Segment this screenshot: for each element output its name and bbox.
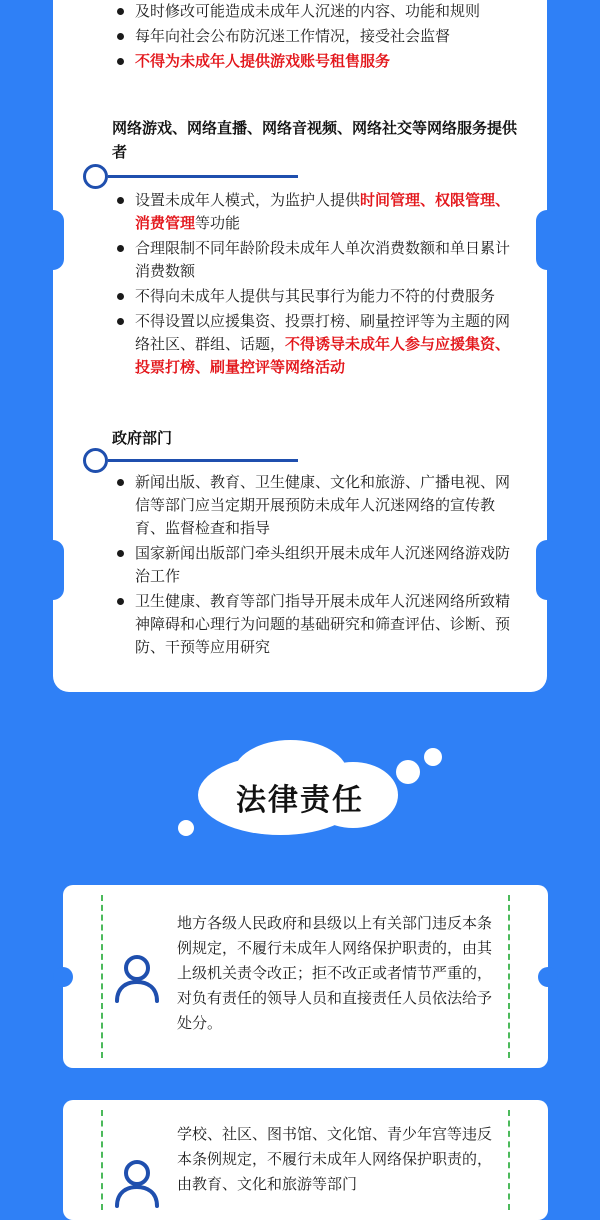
red-text: 不得为未成年人提供游戏账号租售服务 <box>135 52 391 70</box>
item-text: 等功能 <box>195 214 241 232</box>
gov-list <box>115 471 515 659</box>
circle-line-marker-icon <box>83 448 108 473</box>
legal-title: 法律责任 <box>236 783 364 818</box>
list-item: 不得向未成年人提供与其民事行为能力不符的付费服务 <box>115 285 515 308</box>
card-notch-right-2 <box>536 540 558 600</box>
responsibility-card <box>63 885 548 1068</box>
section-marker <box>83 448 303 472</box>
red-text: 时间管理、权限管理、消费管理 <box>135 191 511 232</box>
list-item: 及时修改可能造成未成年人沉迷的内容、功能和规则 <box>115 0 515 23</box>
circle-line-marker-icon <box>83 164 108 189</box>
section-title-gov: 政府部门 <box>112 429 173 447</box>
person-icon <box>113 953 161 1005</box>
list-item: 新闻出版、教育、卫生健康、文化和旅游、广播电视、网信等部门应当定期开展预防未成年人沉迷网络的宣传教育、监督检查和指导 <box>115 471 515 540</box>
list-item: 卫生健康、教育等部门指导开展未成年人沉迷网络所致精神障碍和心理行为问题的基础研究和筛查评估、诊断、预防、干预等应用研究 <box>115 590 515 659</box>
responsibility-text: 地方各级人民政府和县级以上有关部门违反本条例规定，不履行未成年人网络保护职责的，由其上级机关责令改正；拒不改正或者情节严重的，对负有责任的领导人员和直接责任人员依法给予处分。 <box>177 914 493 1032</box>
list-item <box>115 189 515 235</box>
providers-list <box>115 189 515 379</box>
card-notch <box>53 967 73 987</box>
person-icon <box>113 1158 161 1210</box>
dashed-line <box>508 1110 510 1210</box>
marker-bar <box>108 459 298 462</box>
card-notch <box>538 967 558 987</box>
dashed-line <box>508 895 510 1058</box>
list-item <box>115 50 515 73</box>
section-marker <box>83 164 303 188</box>
card-notch-left <box>42 210 64 270</box>
red-text: 不得诱导未成年人参与应援集资、投票打榜、刷量控评等网络活动 <box>135 335 511 376</box>
dashed-line <box>101 1110 103 1210</box>
card-notch-right <box>536 210 558 270</box>
list-item <box>115 310 515 379</box>
list-item: 国家新闻出版部门牵头组织开展未成年人沉迷网络游戏防治工作 <box>115 542 515 588</box>
section-title-providers: 网络游戏、网络直播、网络音视频、网络社交等网络服务提供者 <box>112 119 518 161</box>
item-text: 不得设置以应援集资、投票打榜、刷量控评等为主题的网络社区、群组、话题， <box>135 312 511 353</box>
card-notch-left-2 <box>42 540 64 600</box>
top-list <box>115 0 515 73</box>
list-item: 每年向社会公布防沉迷工作情况，接受社会监督 <box>115 25 515 48</box>
dashed-line <box>101 895 103 1058</box>
marker-bar <box>108 175 298 178</box>
cloud-bubble <box>424 748 442 766</box>
cloud-bubble <box>178 820 194 836</box>
responsibility-text: 学校、社区、图书馆、文化馆、青少年宫等违反本条例规定，不履行未成年人网络保护职责的，由教育、文化和旅游等部门 <box>177 1125 493 1193</box>
item-text: 设置未成年人模式，为监护人提供 <box>135 191 361 209</box>
list-item: 合理限制不同年龄阶段未成年人单次消费数额和单日累计消费数额 <box>115 237 515 283</box>
responsibility-card <box>63 1100 548 1220</box>
